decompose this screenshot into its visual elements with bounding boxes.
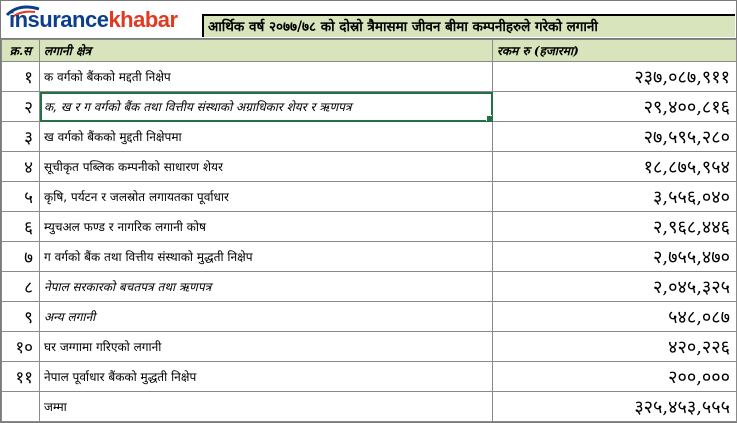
row-sn[interactable]: ३ bbox=[2, 122, 40, 152]
table-row bbox=[2, 92, 737, 122]
row-amount[interactable]: ४२०,२२६ bbox=[493, 332, 737, 362]
row-amount[interactable]: ५४८,०८७ bbox=[493, 302, 737, 332]
row-amount[interactable]: २००,००० bbox=[493, 362, 737, 392]
row-area[interactable]: ख वर्गको बैंकको मुद्दती निक्षेपमा bbox=[40, 122, 493, 152]
row-amount[interactable]: २३७,०८७,९११ bbox=[493, 62, 737, 92]
row-area[interactable]: नेपाल पूर्वाधार बैंकको मुद्धती निक्षेप bbox=[40, 362, 493, 392]
table-row bbox=[2, 212, 737, 242]
insurancekhabar-logo bbox=[5, 5, 201, 35]
row-amount[interactable]: १८,८७५,९५४ bbox=[493, 152, 737, 182]
row-sn[interactable]: ९ bbox=[2, 302, 40, 332]
row-amount[interactable]: ३,५५६,०४० bbox=[493, 182, 737, 212]
fill-handle[interactable] bbox=[486, 115, 493, 122]
column-header-sn: क्र.स bbox=[2, 40, 40, 62]
row-area[interactable]: सूचीकृत पब्लिक कम्पनीको साधारण शेयर bbox=[40, 152, 493, 182]
header-bar bbox=[1, 1, 736, 39]
page-title: आर्थिक वर्ष २०७७/७८ को दोस्रो त्रैमासमा जीवन बीमा कम्पनीहरुले गरेको लगानी bbox=[202, 14, 735, 37]
row-amount[interactable]: २,७५५,४७० bbox=[493, 242, 737, 272]
table-row bbox=[2, 272, 737, 302]
row-amount[interactable]: २,०४५,३२५ bbox=[493, 272, 737, 302]
total-label[interactable]: जम्मा bbox=[40, 392, 493, 422]
row-sn[interactable]: ११ bbox=[2, 362, 40, 392]
row-area[interactable]: घर जग्गामा गरिएको लगानी bbox=[40, 332, 493, 362]
row-area[interactable]: म्युचअल फण्ड र नागरिक लगानी कोष bbox=[40, 212, 493, 242]
row-sn[interactable]: ७ bbox=[2, 242, 40, 272]
row-sn[interactable]: २ bbox=[2, 92, 40, 122]
table-row bbox=[2, 152, 737, 182]
row-sn[interactable]: ८ bbox=[2, 272, 40, 302]
table-row bbox=[2, 122, 737, 152]
row-sn[interactable]: १ bbox=[2, 62, 40, 92]
logo-text-insurance: insurance bbox=[9, 7, 109, 32]
table-row bbox=[2, 182, 737, 212]
table-row bbox=[2, 362, 737, 392]
total-amount[interactable]: ३२५,४५३,५५५ bbox=[493, 392, 737, 422]
table-header-row bbox=[2, 40, 737, 62]
row-amount[interactable]: २७,५९५,२८० bbox=[493, 122, 737, 152]
row-area[interactable]: कृषि, पर्यटन र जलस्रोत लगायतका पूर्वाधार bbox=[40, 182, 493, 212]
table-row bbox=[2, 332, 737, 362]
row-area-text: क, ख र ग वर्गको बैंक तथा वित्तीय संस्थाको अग्राधिकार शेयर र ऋणपत्र bbox=[44, 100, 352, 114]
column-header-amount: रकम रु (हजारमा) bbox=[493, 40, 737, 62]
column-header-area: लगानी क्षेत्र bbox=[40, 40, 493, 62]
logo-text-khabar: khabar bbox=[108, 7, 178, 32]
table-row bbox=[2, 242, 737, 272]
row-sn[interactable]: ६ bbox=[2, 212, 40, 242]
row-area[interactable]: क वर्गको बैंकको मद्दती निक्षेप bbox=[40, 62, 493, 92]
row-area[interactable]: ग वर्गको बैंक तथा वित्तीय संस्थाको मुद्धती निक्षेप bbox=[40, 242, 493, 272]
table-row bbox=[2, 62, 737, 92]
row-area[interactable]: अन्य लगानी bbox=[40, 302, 493, 332]
logo-text bbox=[5, 5, 178, 35]
row-sn[interactable]: ५ bbox=[2, 182, 40, 212]
row-sn[interactable]: १० bbox=[2, 332, 40, 362]
table-row bbox=[2, 302, 737, 332]
row-amount[interactable]: २९,४००,८१६ bbox=[493, 92, 737, 122]
row-area[interactable]: नेपाल सरकारको बचतपत्र तथा ऋणपत्र bbox=[40, 272, 493, 302]
row-sn[interactable]: ४ bbox=[2, 152, 40, 182]
total-sn[interactable] bbox=[2, 392, 40, 422]
total-row bbox=[2, 392, 737, 422]
row-amount[interactable]: २,९६८,४४६ bbox=[493, 212, 737, 242]
investment-table bbox=[1, 39, 737, 422]
row-area-selected[interactable] bbox=[40, 92, 493, 122]
